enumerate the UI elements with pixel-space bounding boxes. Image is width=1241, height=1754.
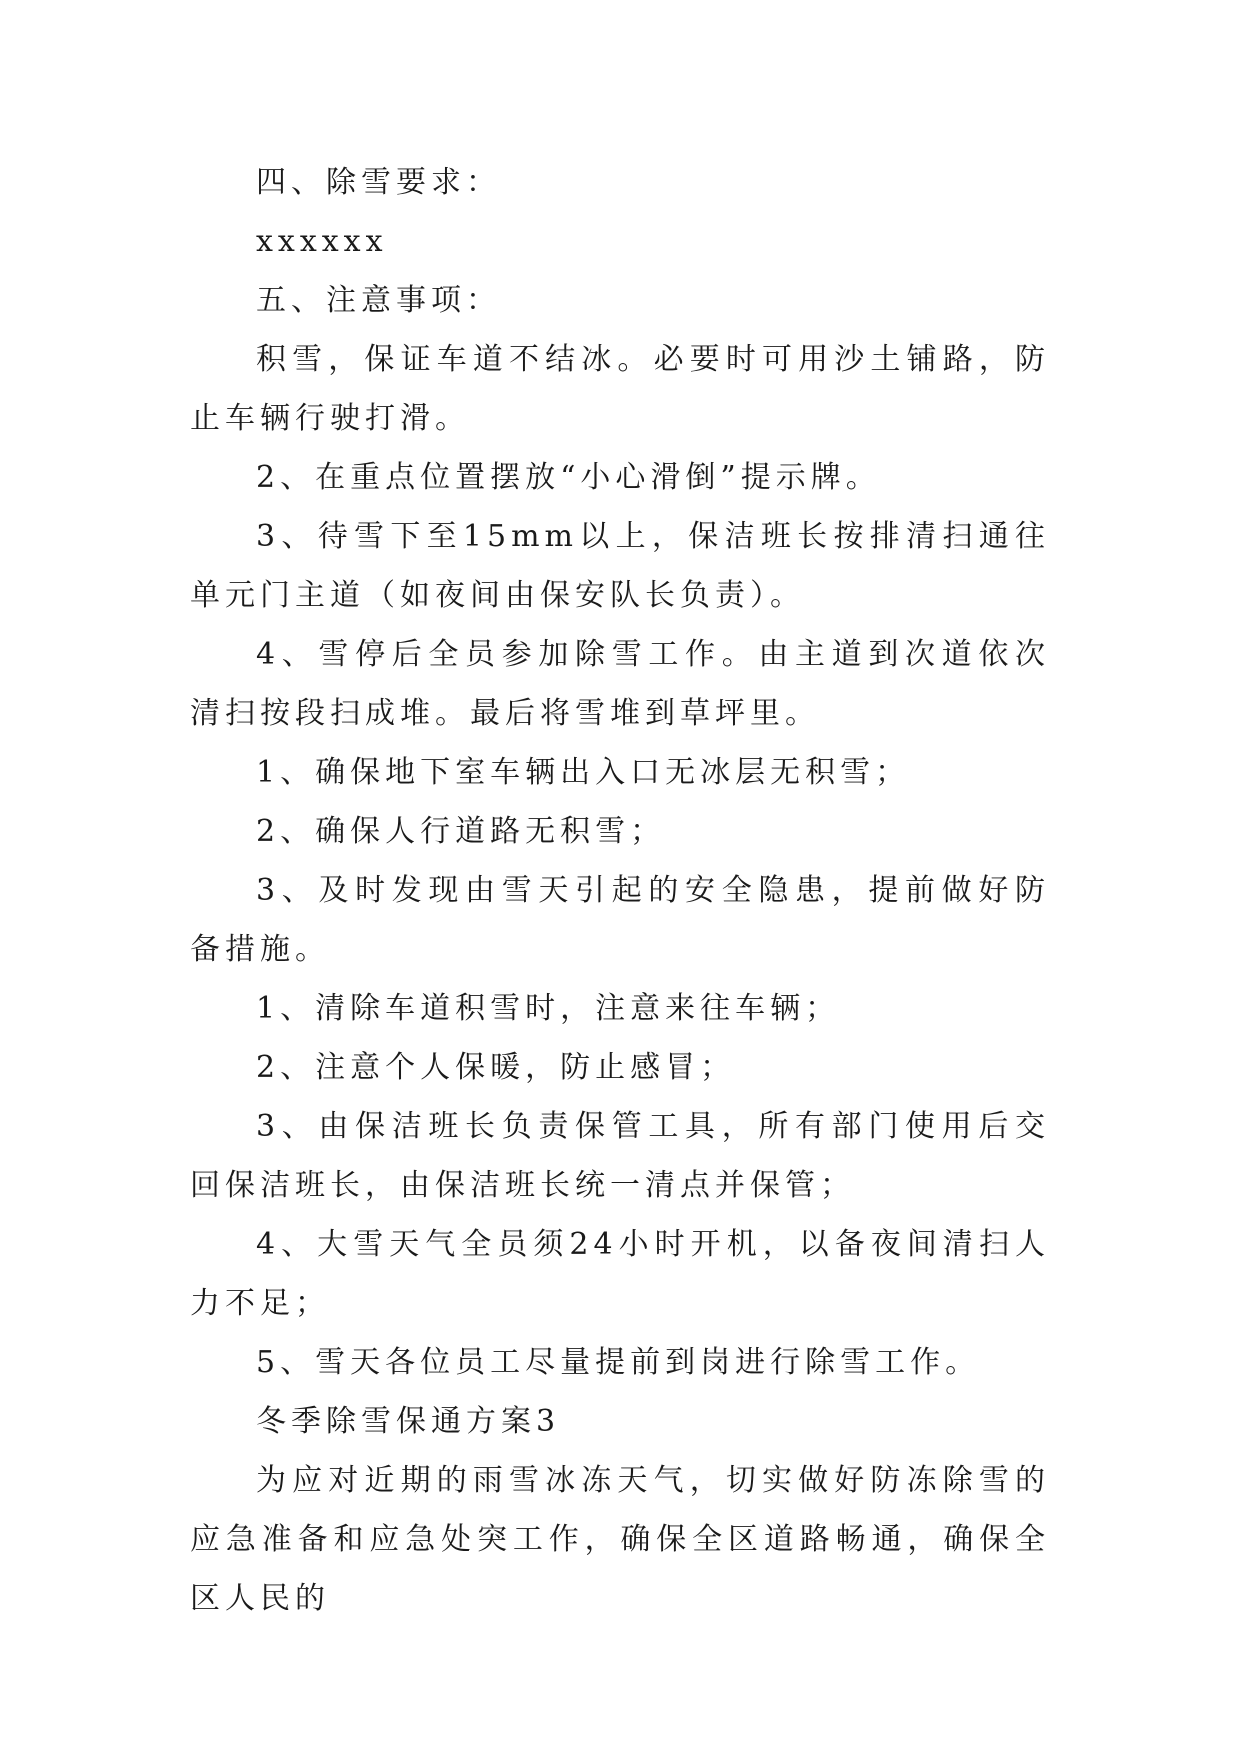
paragraph-placeholder: xxxxxx bbox=[256, 224, 388, 259]
list-item: 4、大雪天气全员须24小时开机，以备夜间清扫人力不足； bbox=[190, 1227, 1050, 1321]
section-heading-snow-removal-requirements: 四、除雪要求： bbox=[256, 165, 501, 200]
section-heading-precautions: 五、注意事项： bbox=[256, 283, 501, 318]
list-item: 3、待雪下至15mm以上，保洁班长按排清扫通往单元门主道（如夜间由保安队长负责）。 bbox=[190, 519, 1050, 613]
list-item: 1、确保地下室车辆出入口无冰层无积雪； bbox=[256, 755, 911, 790]
list-item: 2、确保人行道路无积雪； bbox=[256, 814, 666, 849]
paragraph: 积雪，保证车道不结冰。必要时可用沙土铺路，防止车辆行驶打滑。 bbox=[190, 342, 1050, 436]
section-title-plan-3: 冬季除雪保通方案3 bbox=[256, 1404, 561, 1439]
list-item: 1、清除车道积雪时，注意来往车辆； bbox=[256, 991, 841, 1026]
list-item: 3、由保洁班长负责保管工具，所有部门使用后交回保洁班长，由保洁班长统一清点并保管； bbox=[190, 1109, 1050, 1203]
paragraph: 为应对近期的雨雪冰冻天气，切实做好防冻除雪的应急准备和应急处突工作，确保全区道路畅通，确保全区人民的 bbox=[190, 1463, 1050, 1616]
list-item: 2、注意个人保暖，防止感冒； bbox=[256, 1050, 736, 1085]
list-item: 3、及时发现由雪天引起的安全隐患，提前做好防备措施。 bbox=[190, 873, 1050, 967]
list-item: 5、雪天各位员工尽量提前到岗进行除雪工作。 bbox=[256, 1345, 981, 1380]
list-item: 2、在重点位置摆放“小心滑倒”提示牌。 bbox=[256, 460, 881, 495]
document-body bbox=[190, 153, 1050, 1628]
list-item: 4、雪停后全员参加除雪工作。由主道到次道依次清扫按段扫成堆。最后将雪堆到草坪里。 bbox=[190, 637, 1050, 731]
